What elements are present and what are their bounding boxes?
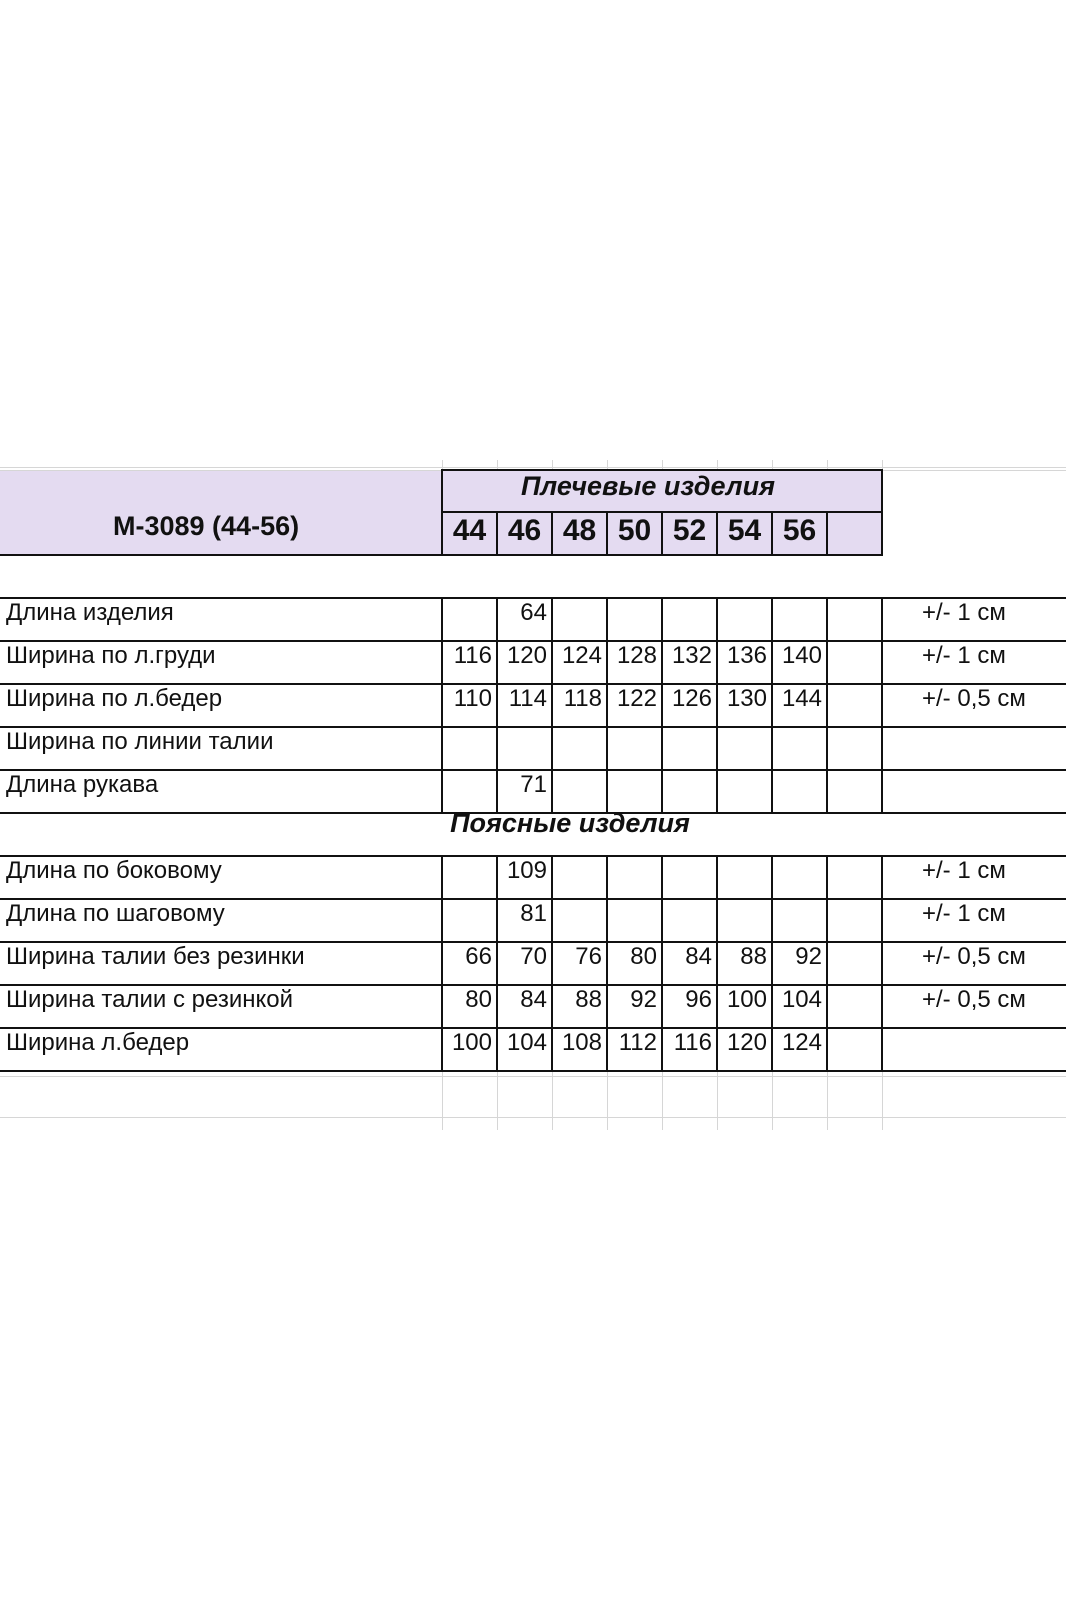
measurement-cell: 136 [726,642,767,669]
gridline [772,1070,773,1130]
measurement-cell: 140 [781,642,822,669]
measurement-cell: 81 [520,900,547,927]
gridline [0,1076,1066,1077]
measurement-cell: 112 [618,1029,657,1056]
size-header-cell: 46 [507,514,542,547]
row-label: Длина рукава [6,771,159,798]
tolerance-cell: +/- 1 см [922,599,1006,626]
measurement-cell: 104 [781,986,822,1013]
measurement-cell: 70 [520,943,547,970]
measurement-cell: 66 [465,943,492,970]
gridline [442,1070,443,1130]
measurement-cell: 88 [740,943,767,970]
gridline [827,1070,828,1130]
size-header-cell: 54 [727,514,762,547]
border-line [881,597,883,813]
measurement-cell: 124 [781,1029,822,1056]
shoulder-section-title: Плечевые изделия [521,471,775,501]
measurement-cell: 110 [453,685,492,712]
border-line [826,855,828,1071]
tolerance-cell: +/- 1 см [922,642,1006,669]
gridline [497,1070,498,1130]
size-header-cell: 56 [782,514,817,547]
measurement-cell: 144 [781,685,822,712]
row-label: Ширина по линии талии [6,728,274,755]
measurement-cell: 92 [795,943,822,970]
measurement-cell: 104 [506,1029,547,1056]
tolerance-cell: +/- 1 см [922,857,1006,884]
gridline [882,1070,883,1130]
measurement-cell: 76 [575,943,602,970]
border-line [881,469,883,555]
tolerance-cell: +/- 0,5 см [922,943,1026,970]
gridline [552,1070,553,1130]
row-label: Ширина л.бедер [6,1029,190,1056]
gridline [607,1070,608,1130]
border-line [826,597,828,813]
measurement-cell: 92 [630,986,657,1013]
measurement-cell: 71 [520,771,547,798]
size-header-cell: 44 [452,514,487,547]
border-line [0,1070,1066,1072]
gridline [662,1070,663,1130]
border-line [881,855,883,1071]
measurement-cell: 118 [563,685,602,712]
gridline [0,467,1066,468]
measurement-cell: 100 [726,986,767,1013]
row-label: Ширина талии с резинкой [6,986,294,1013]
size-header-cell: 48 [562,514,597,547]
row-label: Ширина талии без резинки [6,943,305,970]
waist-section-title: Поясные изделия [450,808,690,838]
measurement-cell: 130 [726,685,767,712]
size-header-cell: 50 [617,514,652,547]
measurement-cell: 84 [520,986,547,1013]
measurement-cell: 80 [465,986,492,1013]
measurement-cell: 80 [630,943,657,970]
row-label: Длина по боковому [6,857,222,884]
tolerance-cell: +/- 1 см [922,900,1006,927]
measurement-cell: 116 [673,1029,712,1056]
tolerance-cell: +/- 0,5 см [922,685,1026,712]
measurement-cell: 126 [671,685,712,712]
tolerance-cell: +/- 0,5 см [922,986,1026,1013]
row-label: Ширина по л.груди [6,642,216,669]
gridline [717,1070,718,1130]
row-label: Длина изделия [6,599,174,626]
measurement-cell: 120 [506,642,547,669]
measurement-cell: 116 [453,642,492,669]
measurement-cell: 128 [616,642,657,669]
measurement-cell: 132 [671,642,712,669]
measurement-cell: 88 [575,986,602,1013]
gridline [0,1117,1066,1118]
measurement-cell: 84 [685,943,712,970]
measurement-cell: 96 [685,986,712,1013]
model-title: M-3089 (44-56) [113,511,300,541]
measurement-cell: 64 [520,599,547,626]
measurement-cell: 122 [616,685,657,712]
measurement-cell: 114 [508,685,547,712]
measurement-cell: 109 [506,857,547,884]
measurement-cell: 124 [561,642,602,669]
measurement-cell: 100 [451,1029,492,1056]
row-label: Длина по шаговому [6,900,225,927]
size-header-cell: 52 [672,514,707,547]
row-label: Ширина по л.бедер [6,685,223,712]
measurement-cell: 120 [726,1029,767,1056]
measurement-cell: 108 [561,1029,602,1056]
